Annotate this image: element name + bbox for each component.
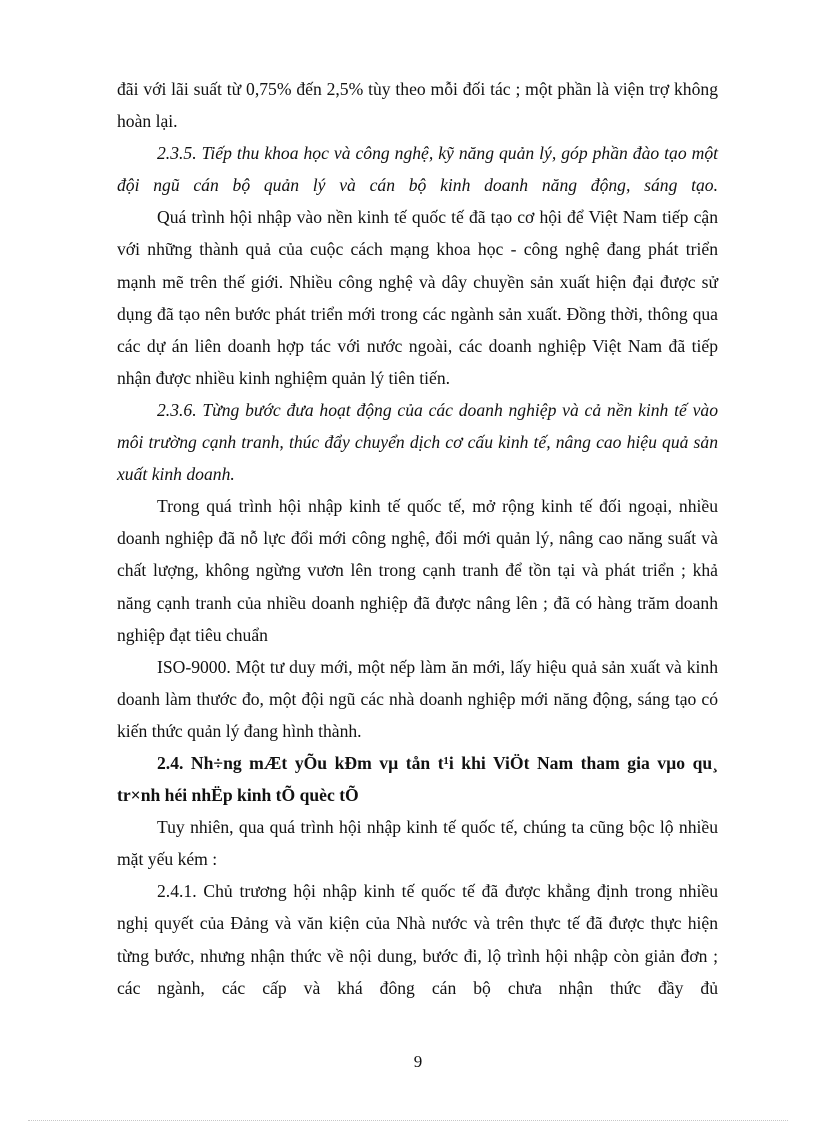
paragraph-2-4-1: 2.4.1. Chủ trương hội nhập kinh tế quốc tế đã được khẳng định trong nhiều nghị quyết của Đảng và văn kiện của Nhà nước và trên thực tế đã được thực hiện từng bước, nhưng nhận thức về nội dung, bước đi, lộ trình hội nhập còn giản đơn ; các ngành, các cấp và khá đông cán bộ chưa nhận thức đầy đủ [117,881,718,998]
paragraph-iso-9000: ISO-9000. Một tư duy mới, một nếp làm ăn mới, lấy hiệu quả sản xuất và kinh doanh làm thước đo, một đội ngũ các nhà doanh nghiệp mới năng động, sáng tạo có kiến thức quản lý đang hình thành. [117,656,718,741]
paragraph-2-4-intro: Tuy nhiên, qua quá trình hội nhập kinh tế quốc tế, chúng ta cũng bộc lộ nhiều mặt yếu kém : [117,817,718,870]
section-heading-2-3-5: 2.3.5. Tiếp thu khoa học và công nghệ, kỹ năng quản lý, góp phần đào tạo một đội ngũ cán bộ quản lý và cán bộ kinh doanh năng động, sáng tạo. [117,143,718,196]
section-heading-2-3-6: 2.3.6. Từng bước đưa hoạt động của các doanh nghiệp và cả nền kinh tế vào môi trường cạnh tranh, thúc đẩy chuyển dịch cơ cấu kinh tế, nâng cao hiệu quả sản xuất kinh doanh. [117,399,718,485]
paragraph-2-3-5-body: Quá trình hội nhập vào nền kinh tế quốc tế đã tạo cơ hội để Việt Nam tiếp cận với những thành quả của cuộc cách mạng khoa học - công nghệ đang phát triển mạnh mẽ trên thế giới. Nhiều công nghệ và dây chuyền sản xuất hiện đại được sử dụng đã tạo nên bước phát triển mới trong các ngành sản xuất. Đồng thời, thông qua các dự án liên doanh hợp tác với nước ngoài, các doanh nghiệp Việt Nam đã tiếp nhận được nhiều kinh nghiệm quản lý tiên tiến. [117,207,718,388]
paragraph-continuation: đãi với lãi suất từ 0,75% đến 2,5% tùy theo mỗi đối tác ; một phần là viện trợ không hoàn lại. [117,79,718,132]
page-number: 9 [413,1052,423,1071]
section-heading-2-4: 2.4. Nh÷ng mÆt yÕu kÐm vµ tån t¹i khi ViÖt Nam tham gia vµo qu¸ tr×nh héi nhËp kinh tÕ quèc tÕ [117,752,718,806]
page-body [117,73,718,1004]
page-bottom-dotted-rule [28,1120,788,1121]
paragraph-2-3-6-body: Trong quá trình hội nhập kinh tế quốc tế, mở rộng kinh tế đối ngoại, nhiều doanh nghiệp đã nỗ lực đổi mới công nghệ, đổi mới quản lý, nâng cao năng suất và chất lượng, không ngừng vươn lên trong cạnh tranh để tồn tại và phát triển ; khả năng cạnh tranh của nhiều doanh nghiệp đã được nâng lên ; đã có hàng trăm doanh nghiệp đạt tiêu chuẩn [117,496,718,645]
